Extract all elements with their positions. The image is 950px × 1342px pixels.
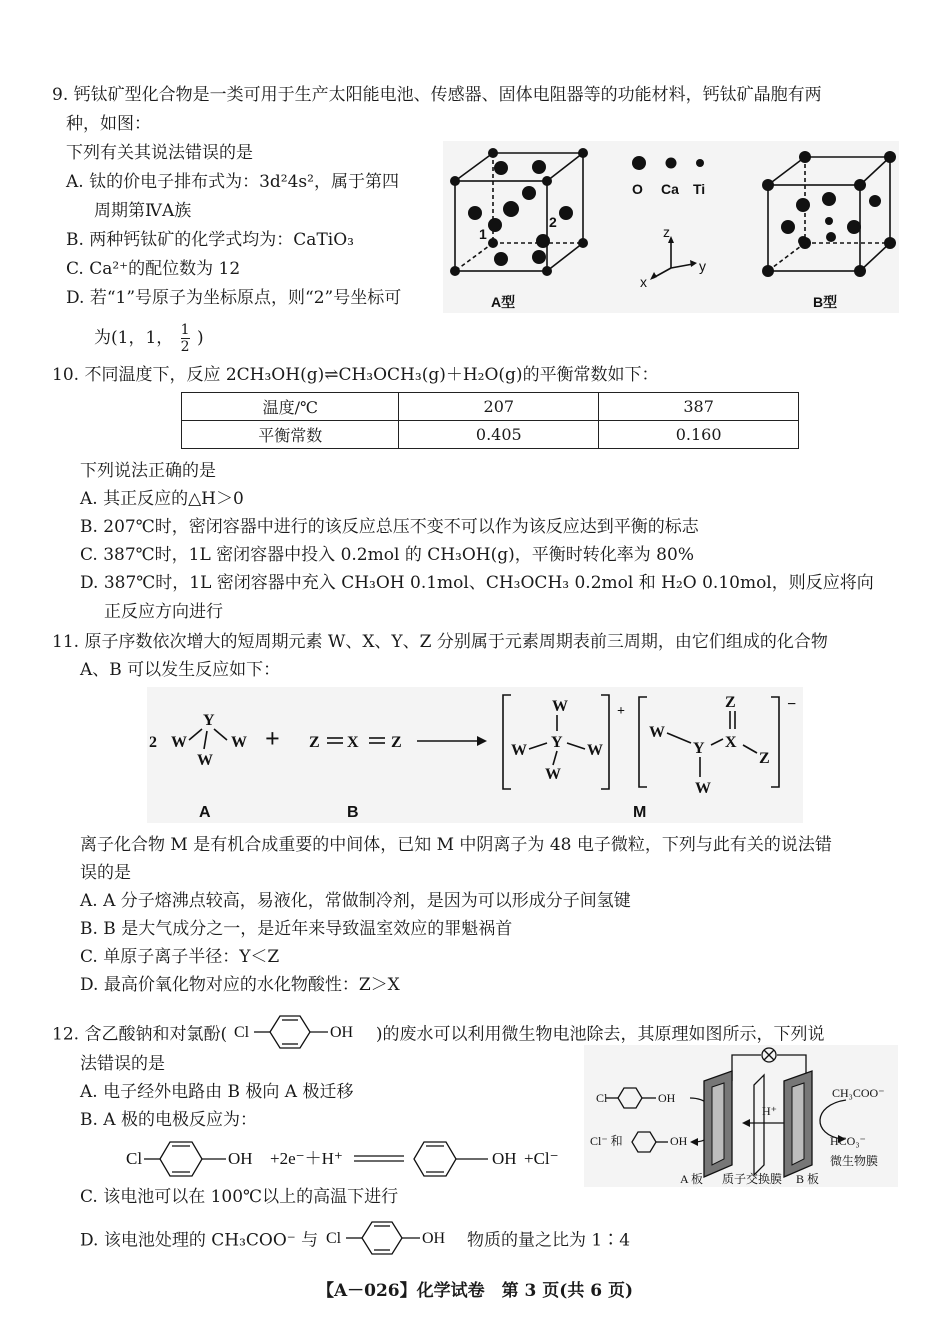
plate-a-label: A 板: [680, 1172, 704, 1186]
table-cell: 207: [399, 393, 599, 421]
q10-option-d-line2: 正反应方向进行: [104, 602, 223, 622]
q12-option-b: B. A 极的电极反应为：: [80, 1110, 257, 1130]
q11-option-c: C. 单原子离子半径：Y＜Z: [80, 947, 280, 967]
q11-stem-line2: A、B 可以发生反应如下：: [80, 660, 281, 680]
table-row: [182, 421, 799, 449]
microbial-fuel-cell-figure: [584, 1045, 898, 1187]
type-a-label: A型: [491, 294, 516, 310]
q12-option-c: C. 该电池可以在 100℃以上的高温下进行: [80, 1187, 399, 1207]
biofilm-label: 微生物膜: [830, 1154, 879, 1168]
legend-o-label: O: [632, 181, 643, 197]
anion-charge: −: [787, 696, 797, 713]
cation-charge: +: [617, 704, 625, 719]
q12-option-d: [80, 1218, 630, 1264]
q12-option-d-suffix: 物质的量之比为 1∶4: [466, 1230, 631, 1251]
q9-stem-line1: 9. 钙钛矿型化合物是一类可用于生产太阳能电池、传感器、固体电阻器等的功能材料，钙钛矿晶胞有两: [52, 85, 822, 105]
atom-z: Z: [391, 734, 402, 751]
plus-sign: +: [265, 724, 280, 753]
atom-y: Y: [693, 740, 705, 757]
label-b: B: [347, 804, 359, 821]
equation-electrons-protons: +2e⁻＋H⁺: [270, 1149, 343, 1168]
q12-option-d-prefix: D. 该电池处理的 CH₃COO⁻ 与: [80, 1230, 319, 1251]
q10-option-a: A. 其正反应的△H＞0: [80, 489, 244, 509]
proton-exchange-membrane: [754, 1075, 764, 1175]
cl-label: Cl: [234, 1024, 250, 1041]
chlorophenol-structure: [324, 1218, 462, 1264]
cl-label: Cl: [126, 1149, 143, 1168]
axis-x-label: x: [640, 274, 647, 290]
q9-stem-line2: 种，如图：: [66, 114, 151, 134]
atom-w: W: [511, 742, 527, 759]
q9-option-a-line2: 周期第ⅣA族: [94, 201, 192, 221]
perovskite-unit-cell-figure: [443, 141, 899, 313]
q11-description-line2: 误的是: [80, 863, 131, 883]
q11-option-a: A. A 分子熔沸点较高，易液化，常做制冷剂，是因为可以形成分子间氢键: [80, 891, 631, 911]
label-a: A: [199, 804, 211, 821]
table-cell: 387: [599, 393, 799, 421]
equation-chloride: +Cl⁻: [524, 1149, 559, 1168]
coefficient-2: 2: [149, 734, 157, 751]
q10-stem: 10. 不同温度下，反应 2CH₃OH(g)⇌CH₃OCH₃(g)＋H₂O(g)的平衡常数如下：: [52, 365, 659, 385]
q10-prompt: 下列说法正确的是: [80, 461, 216, 481]
q11-description-line1: 离子化合物 M 是有机合成重要的中间体，已知 M 中阴离子为 48 电子微粒，下列与此有关的说法错: [80, 835, 832, 855]
q9-option-c: C. Ca²⁺的配位数为 12: [66, 259, 241, 279]
bicarbonate-label: HCO₃⁻: [830, 1134, 866, 1148]
atom-w: W: [171, 734, 187, 751]
atom-w: W: [197, 752, 213, 769]
atom-y: Y: [551, 734, 563, 751]
point-2-label: 2: [549, 214, 557, 230]
proton-label: H⁺: [762, 1104, 777, 1118]
chloride-and-label: Cl⁻ 和: [590, 1134, 623, 1148]
table-cell: 平衡常数: [182, 421, 399, 449]
atom-w: W: [552, 698, 568, 715]
atom-z: Z: [725, 694, 736, 711]
q10-option-d-line1: D. 387℃时，1L 密闭容器中充入 CH₃OH 0.1mol、CH₃OCH₃ 0.2mol 和 H₂O 0.10mol，则反应将向: [80, 573, 874, 593]
page-footer: 【A－026】化学试卷 第 3 页(共 6 页): [316, 1281, 634, 1301]
chlorophenol-structure: [232, 1012, 370, 1058]
legend-ca-marker: [666, 158, 677, 169]
oh-label: OH: [421, 1230, 445, 1247]
q9-option-a-line1: A. 钛的价电子排布式为：3d²4s²，属于第四: [66, 172, 399, 192]
axis-z-label: z: [663, 224, 670, 240]
q12-option-a: A. 电子经外电路由 B 极向 A 极迁移: [80, 1082, 354, 1102]
oh-label: OH: [670, 1134, 688, 1148]
electrode-reaction-equation: [122, 1138, 572, 1184]
atom-z: Z: [759, 750, 770, 767]
cl-label: Cl: [325, 1230, 341, 1247]
atom-w: W: [545, 766, 561, 783]
atom-y: Y: [203, 712, 215, 729]
q9-fraction-denominator: 2: [180, 339, 190, 355]
axis-y-label: y: [699, 258, 706, 274]
atom-w: W: [231, 734, 247, 751]
q11-option-b: B. B 是大气成分之一，是近年来导致温室效应的罪魁祸首: [80, 919, 513, 939]
q9-prompt: 下列有关其说法错误的是: [66, 143, 253, 163]
legend-ca-label: Ca: [661, 181, 679, 197]
q12-stem-suffix: )的废水可以利用微生物电池除去，其原理如图所示，下列说: [375, 1024, 825, 1045]
atom-x: X: [725, 734, 737, 751]
point-1-label: 1: [479, 226, 487, 242]
q10-option-c: C. 387℃时，1L 密闭容器中投入 0.2mol 的 CH₃OH(g)，平衡时转化率为 80%: [80, 545, 694, 565]
oh-label: OH: [330, 1024, 354, 1041]
q12-stem-prefix: 12. 含乙酸钠和对氯酚(: [52, 1024, 228, 1045]
legend-o-marker: [632, 156, 646, 170]
plate-b-label: B 板: [796, 1172, 820, 1186]
atom-w: W: [587, 742, 603, 759]
membrane-label: 质子交换膜: [722, 1172, 783, 1186]
q9-option-d-prefix: 为(1，1，: [94, 328, 174, 348]
oh-label: OH: [228, 1149, 253, 1168]
legend-ti-marker: [696, 159, 704, 167]
cl-label: Cl: [596, 1091, 608, 1105]
q11-stem-line1: 11. 原子序数依次增大的短周期元素 W、X、Y、Z 分别属于元素周期表前三周期，由它们组成的化合物: [52, 632, 828, 652]
equilibrium-constant-table: [181, 392, 799, 449]
label-m: M: [633, 804, 647, 821]
q9-option-d-line1: D. 若“1”号原子为坐标原点，则“2”号坐标可: [66, 288, 402, 308]
acetate-label: CH₃COO⁻: [832, 1086, 885, 1100]
atom-x: X: [347, 734, 359, 751]
atom-z: Z: [309, 734, 320, 751]
q12-stem-line2: 法错误的是: [80, 1054, 165, 1074]
q9-option-d-suffix: ): [197, 328, 204, 348]
q9-option-b: B. 两种钙钛矿的化学式均为：CaTiO₃: [66, 230, 354, 250]
q11-option-d: D. 最高价氧化物对应的水化物酸性：Z＞X: [80, 975, 400, 995]
oh-label: OH: [492, 1149, 517, 1168]
atom-w: W: [695, 780, 711, 797]
q10-option-b: B. 207℃时，密闭容器中进行的该反应总压不变不可以作为该反应达到平衡的标志: [80, 517, 699, 537]
oh-label: OH: [658, 1091, 676, 1105]
type-b-label: B型: [813, 294, 838, 310]
table-cell: 0.405: [399, 421, 599, 449]
reaction-scheme-figure: [147, 687, 803, 823]
table-cell: 温度/℃: [182, 393, 399, 421]
q9-fraction-numerator: 1: [180, 322, 190, 338]
table-cell: 0.160: [599, 421, 799, 449]
table-row: [182, 393, 799, 421]
q9-option-d-line2: [94, 322, 204, 355]
atom-w: W: [649, 724, 665, 741]
legend-ti-label: Ti: [693, 181, 706, 197]
